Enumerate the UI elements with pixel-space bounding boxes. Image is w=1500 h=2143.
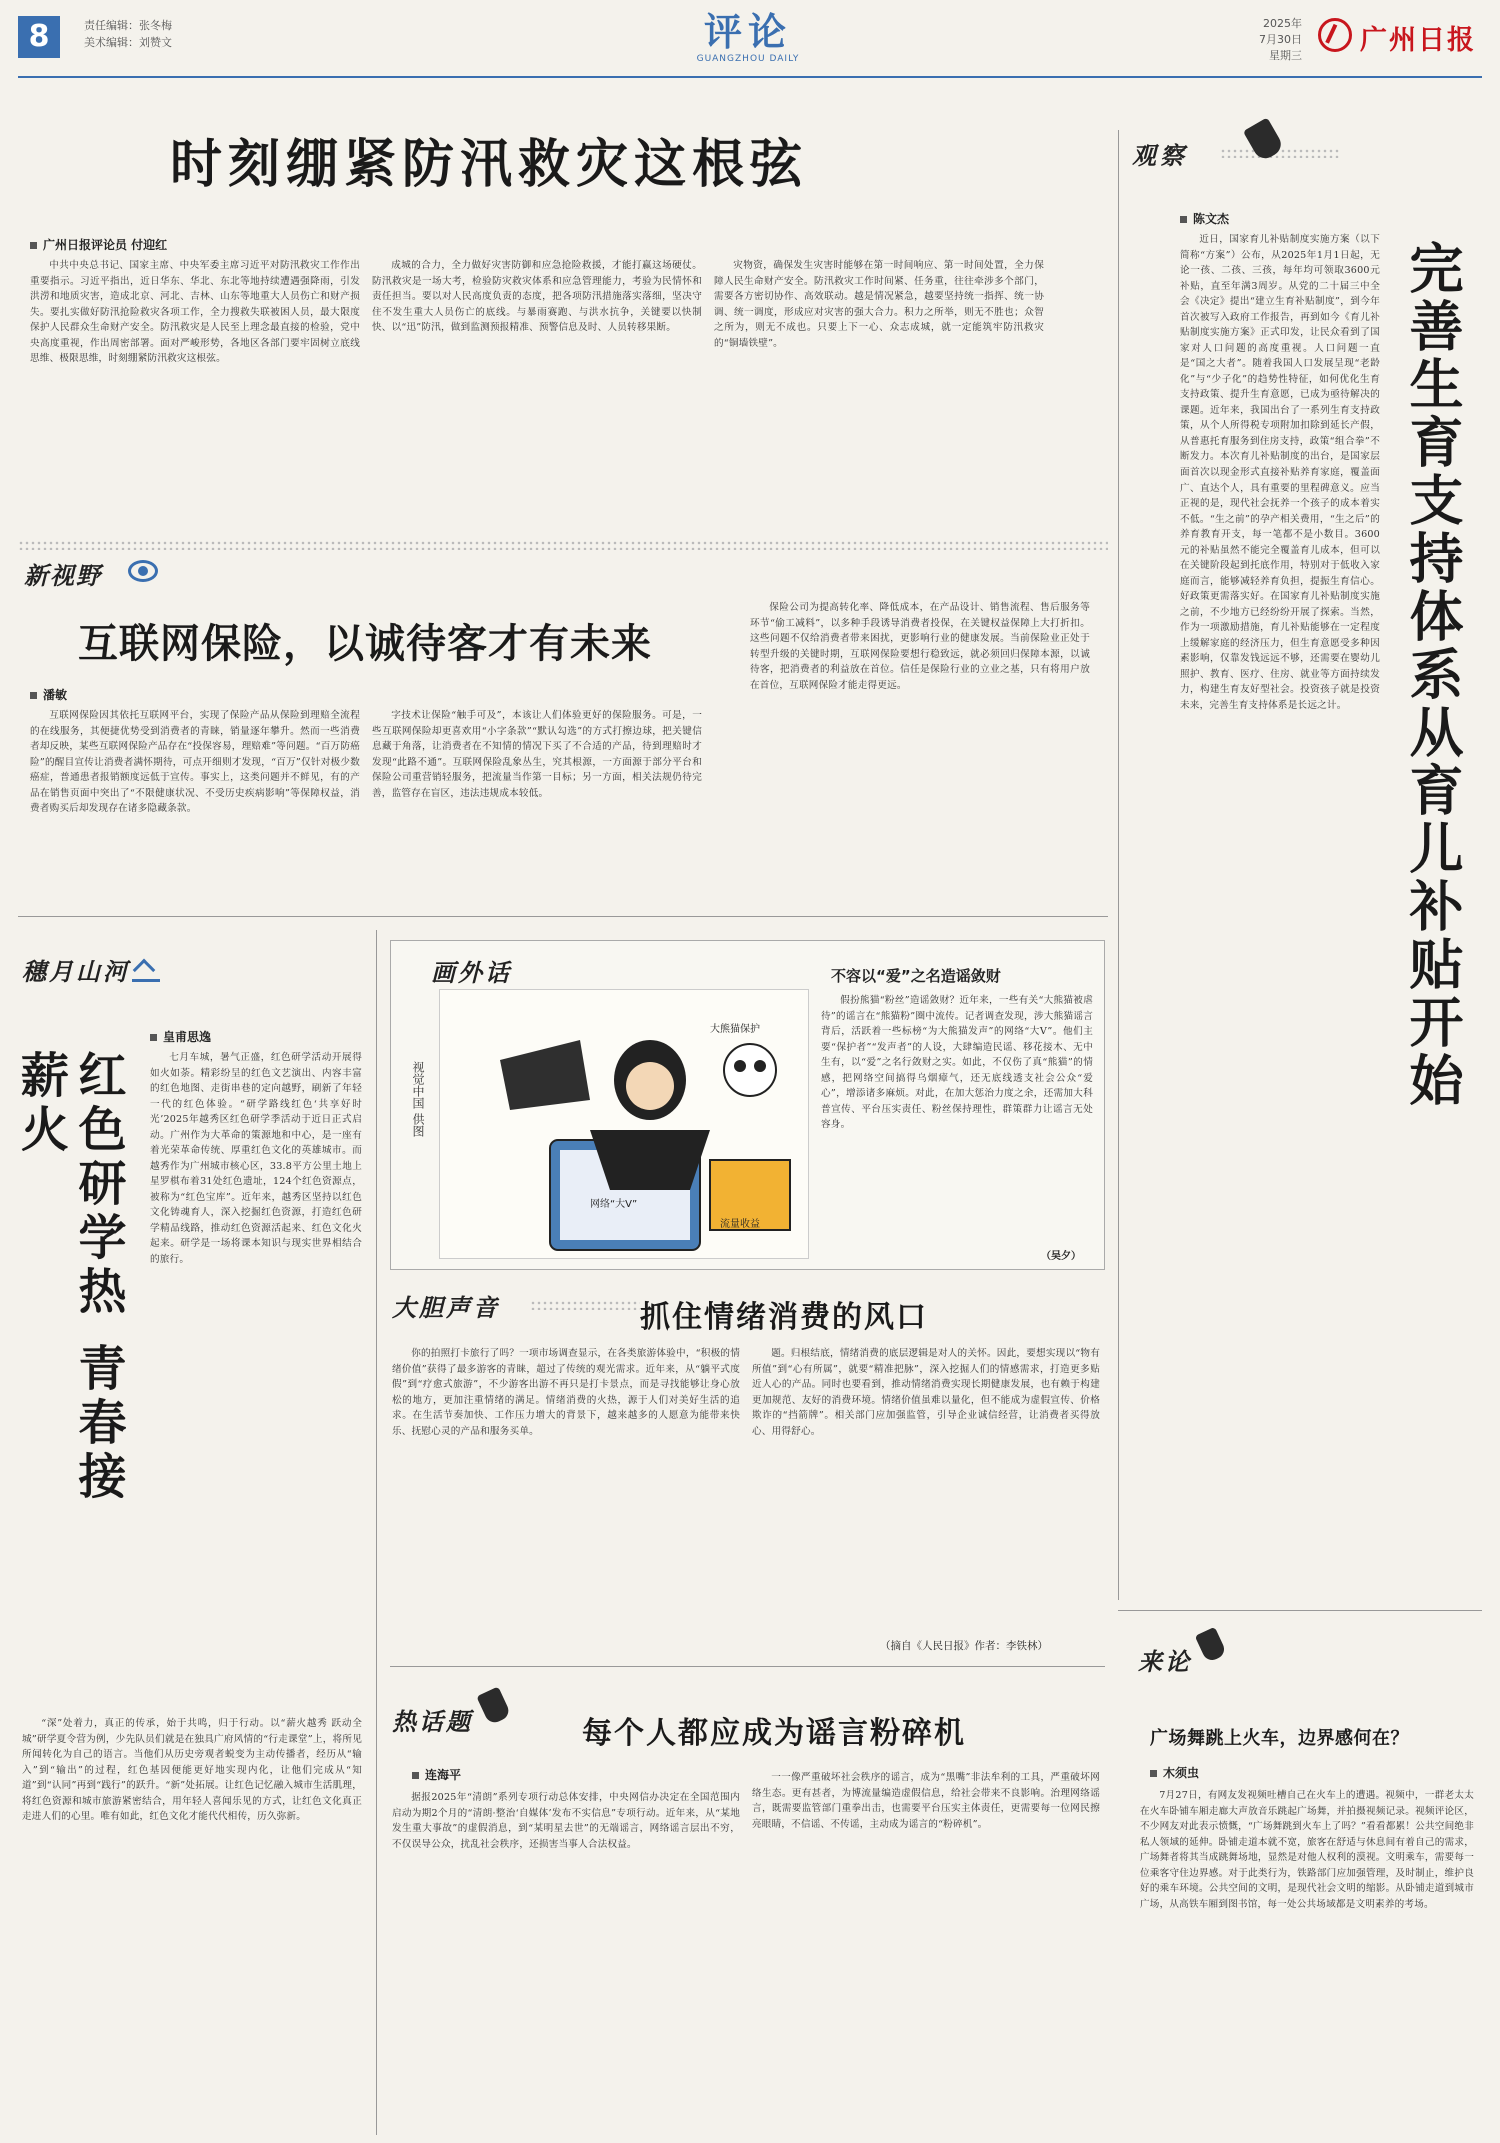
section-title: 评论 [703, 10, 792, 54]
voice-dots [530, 1300, 640, 1310]
rumor-col2-text: 一一像严重破坏社会秩序的谣言，成为“黑嘴”非法牟利的工具，严重破坏网络生态。更有甚者，为博流量编造虚假信息，给社会带来不良影响。治理网络谣言，既需要监管部门重拳出击，也需要平台压实主体责任，更需要每一位网民擦亮眼睛，不信谣、不传谣，主动成为谣言的“粉碎机”。 [752, 1772, 1100, 1830]
red-study-title: 红色研学热 青春接薪火 [12, 1050, 126, 1505]
square-dance-title: 广场舞跳上火车，边界感何在？ [1150, 1728, 1409, 1749]
section-divider-dots [18, 540, 1108, 550]
cartoon-credit: 视觉中国 供图 [411, 1061, 425, 1137]
rumor-column-2 [752, 1770, 1100, 2135]
square-dance-text: 7月27日，有网友发视频吐槽自己在火车上的遭遇。视频中，一群老太太在火车卧铺车厢走廊大声放音乐跳起广场舞，并拍摄视频记录。视频评论区，不少网友对此表示愤慨，“广场舞跳到火车上了吗？”看看都累！公共空间绝非私人领域的延伸。卧铺走道本就不宽，旅客在舒适与休息间有着自己的需求，广场舞者将其当成跳舞场地，显然是对他人权利的漠视。文明乘车，需要每一位乘客守住边界感。对于此类行为，铁路部门应加强管理，及时制止，维护良好的乘车环境。公共空间的文明，是现代社会文明的缩影。从卧铺走道到城市广场，从高铁车厢到图书馆，每一处公共场域都是文明素养的考场。 [1140, 1790, 1474, 1910]
section-title-block [688, 10, 808, 64]
paper-name: 广州日报 [1360, 25, 1476, 56]
cartoon-illustration [439, 989, 809, 1259]
section-divider [390, 1666, 1105, 1667]
voice-badge: 大胆声音 [392, 1293, 500, 1322]
lead-byline [30, 236, 167, 253]
lead-col3-text: 灾物资，确保发生灾害时能够在第一时间响应、第一时间处置，全力保障人民生命财产安全。防汛救灾工作时间紧、任务重，往往牵涉多个部门，需要各方密切协作、高效联动。越是情况紧急，越要坚持统一指挥、统一协调、统一调度，形成应对灾害的强大合力。积力之所举，则无不胜也；众智之所为，则无不成也。只要上下一心、众志成城，就一定能筑牢防汛救灾的“铜墙铁壁”。 [714, 260, 1044, 349]
square-dance-byline-text: 木须虫 [1163, 1766, 1200, 1780]
section-divider [1118, 1610, 1482, 1611]
guest-badge: 来论 [1138, 1647, 1192, 1676]
red-study-wide-text [22, 1716, 362, 2136]
right-column-title: 完善生育支持体系从育儿补贴开始 [1401, 240, 1464, 1110]
date-year: 2025年 [1263, 17, 1302, 30]
mountain-icon [132, 958, 160, 982]
microphone-icon [1195, 1627, 1228, 1663]
rumor-title: 每个人都应成为谣言粉碎机 [582, 1716, 966, 1751]
influencer-body [590, 1130, 710, 1190]
cartoon-text: 假扮熊猫“粉丝”造谣敛财？近年来，一些有关“大熊猫被虐待”的谣言在“熊猫粉”圈中流传。记者调查发现，涉大熊猫谣言背后，活跃着一些标榜“为大熊猫发声”的网络“大V”。他们主要“保护者”“发声者”的人设，大肆编造民谣、移花接木、无中生有，以“爱”之名行敛财之实。如此，不仅伤了真“熊猫”的情感，把网络空间搞得乌烟瘴气，还无底线透支社会公众“爱心”，增添诸多麻烦。对此，在加大惩治力度之余，还需加大科普宣传、平台压实责任、粉丝保持理性，群策群力让谣言无处容身。 [821, 995, 1093, 1131]
cartoon-title: 不容以“爱”之名造谣敛财 [831, 967, 1001, 985]
observation-badge: 观察 [1132, 141, 1188, 170]
page-number: 8 [18, 16, 60, 58]
emotion-col2-text: 题。归根结底，情绪消费的底层逻辑是对人的关怀。因此，要想实现以“物有所值”到“心有所属”，就要“精准把脉”，深入挖掘人们的情感需求，打造更多贴近人心的产品。同时也要看到，推动情绪消费实现长期健康发展，也有赖于构建更加规范、友好的消费环境。情绪价值虽难以量化，但不能成为虚假宣传、价格欺诈的“挡箭牌”。相关部门应加强监管，引导企业诚信经营，让消费者买得放心、用得舒心。 [752, 1348, 1100, 1437]
internet-column-2 [372, 708, 702, 898]
date-day: 7月30日 [1259, 32, 1302, 46]
new-vision-badge: 新视野 [24, 561, 102, 590]
masthead [18, 10, 1482, 78]
red-study-byline [150, 1028, 211, 1045]
right-column-divider [1118, 130, 1119, 1600]
red-study-text-narrow: 七月车城，暑气正盛，红色研学活动开展得如火如荼。精彩纷呈的红色文艺演出、内容丰富的红色地图、走街串巷的定向越野，刷新了年轻一代的红色体验。“研学路线红色‘共享好时光’2025年越秀区红色研学季活动于近日正式启动。广州作为大革命的策源地和中心，是一座有着光荣革命传统、厚重红色文化的英雄城市。而越秀作为广州城市核心区，33.8平方公里土地上星罗棋布着31处红色遗址，124个红色资源点，被称为“红色宝库”。近年来，越秀区坚持以红色文化铸魂育人，深入挖掘红色资源，打造红色研学精品线路，推动红色资源活起来、红色文化火起来。研学是一场将课本知识与现实世界相结合的旅行。 [150, 1052, 362, 1265]
paper-logo-icon [1318, 18, 1352, 52]
internet-col2-text: 字技术让保险“触手可及”，本该让人们体验更好的保险服务。可是，一些互联网保险却更喜欢用“小字条款”“默认勾选”的方式打擦边球，把关键信息藏于角落，让消费者在不知情的情况下买了不合适的产品，待到理赔时才发现“此路不通”。互联网保险乱象丛生，究其根源，一方面源于部分平台和保险公司重营销轻服务，把流量当作第一目标；另一方面，相关法规仍待完善，监管存在盲区，违法违规成本较低。 [372, 710, 702, 799]
rumor-col1-text: 据报2025年“清朗”系列专项行动总体安排，中央网信办决定在全国范围内启动为期2个月的“清朗·整治‘自媒体’发布不实信息”专项行动。近年来，从“某地发生重大事故”的虚假消息，到“某明星去世”的无端谣言，网络谣言层出不穷，不仅误导公众，扰乱社会秩序，还损害当事人合法权益。 [392, 1792, 740, 1850]
section-pinyin: GUANGZHOU DAILY [696, 54, 800, 64]
cartoon-author: （吴夕） [1041, 1251, 1081, 1262]
lead-column-3 [714, 258, 1044, 518]
internet-byline-text: 潘敏 [43, 688, 68, 702]
section-divider [18, 916, 1108, 917]
red-study-text-wide: “深”处着力，真正的传承，始于共鸣，归于行动。以“薪火越秀 跃动全城”研学夏令营为例，少先队员们就是在独具广府风情的“行走课堂”上，将所见所闻转化为自己的语言。当他们从历史旁观者蜕变为主动传播者，经历从“输入”到“输出”的过程，红色基因便能更好地实现内化，让他们完成从“知道”到“认同”再到“践行”的跃升。“新”处拓展。让红色记忆融入城市生活肌理，将红色资源和城市旅游紧密结合，用年轻人喜闻乐见的方式，让红色文化真正走进人们的心里。唯有如此，红色文化才能代代相传，历久弥新。 [22, 1718, 362, 1823]
lead-byline-text: 广州日报评论员 付迎红 [43, 238, 168, 252]
rumor-byline-text: 连海平 [425, 1768, 462, 1782]
lead-column-2 [372, 258, 702, 518]
internet-column-3 [750, 600, 1090, 898]
cartoon-box [390, 940, 1105, 1270]
right-column-text [1180, 232, 1380, 1592]
eye-icon [128, 560, 158, 582]
cartoon-text-block [821, 993, 1093, 1243]
cartoon-label-1: 大熊猫保护 [710, 1024, 760, 1035]
lead-title: 时刻绷紧防汛救灾这根弦 [170, 135, 809, 195]
emotion-col1-text: 你的拍照打卡旅行了吗？一项市场调查显示，在各类旅游体验中，“积极的情绪价值”获得了最多游客的青睐，超过了传统的观光需求。近年来，从“躺平式度假”到“疗愈式旅游”，不少游客出游不再只是打卡景点，而是寻找能够让身心放松的地方，更加注重情绪的满足。情绪消费的火热，源于人们对美好生活的追求。在生活节奏加快、工作压力增大的背景下，越来越多的人愿意为能带来快乐、抚慰心灵的产品和服务买单。 [392, 1348, 740, 1437]
influencer-face [626, 1062, 674, 1110]
masthead-divider [18, 76, 1482, 78]
internet-byline [30, 686, 67, 703]
panda-icon [724, 1044, 776, 1096]
emotion-column-1 [392, 1346, 740, 1656]
rumor-column-1 [392, 1790, 740, 2135]
cartoon-label-2: 网络“大V” [590, 1199, 638, 1210]
column-divider [376, 930, 377, 2135]
hot-topic-badge: 热话题 [392, 1707, 473, 1736]
date-weekday: 星期三 [1269, 48, 1302, 62]
right-text: 近日，国家育儿补贴制度实施方案（以下简称“方案”）公布，从2025年1月1日起，无论一孩、二孩、三孩，每年均可领取3600元补贴，直至年满3周岁。从党的二十届三中全会《决定》提出“建立生育补贴制度”，到今年首次被写入政府工作报告，再到如今《育儿补贴制度实施方案》正式印发，让民众看到了国家对人口问题的高度重视。人口问题一直是“国之大者”。随着我国人口发展呈现“老龄化”与“少子化”的趋势性特征，如何优化生育支持政策、提升生育意愿，已成为亟待解决的课题。近年来，我国出台了一系列生育支持政策，从个人所得税专项附加扣除到延长产假，从普惠托育服务到住房支持，政策“组合拳”不断发力。本次育儿补贴制度的出台，是国家层面首次以现金形式直接补贴养育家庭，覆盖面广、直达个人，具有重要的里程碑意义。应当正视的是，现代社会抚养一个孩子的成本着实不低。“生之前”的孕产相关费用，“生之后”的养育教育开支，每一笔都不是小数目。3600元的补贴虽然不能完全覆盖育儿成本，但可以在关键阶段起到托底作用，特别对于低收入家庭而言，能够减轻养育负担，提振生育信心。好政策更需落实好。在国家育儿补贴制度实施之前，不少地方已经纷纷开展了探索。当然，作为一项激励措施，育儿补贴能够在一定程度上缓解家庭的经济压力，但生育意愿受多种因素影响，仅靠发钱远远不够，还需要在婴幼儿照护、教育、医疗、住房、就业等方面持续发力，构建生育友好型社会。投资孩子就是投资未来，完善生育支持体系是长远之计。 [1180, 234, 1380, 711]
right-byline-text: 陈文杰 [1193, 212, 1230, 226]
internet-title: 互联网保险，以诚待客才有未来 [78, 621, 652, 667]
lead-col1-text: 中共中央总书记、国家主席、中央军委主席习近平对防汛救灾工作作出重要指示。习近平指出，近日华东、华北、东北等地持续遭遇强降雨，引发洪涝和地质灾害，造成北京、河北、吉林、山东等地重大人员伤亡和财产损失。要扎实做好防汛抢险救灾各项工作，全力搜救失联被困人员，最大限度保护人民群众生命财产安全。防汛救灾是人民至上理念最直接的检验，党中央高度重视，作出周密部署。面对严峻形势，各地区各部门要牢固树立底线思维、极限思维，时刻绷紧防汛救灾这根弦。 [30, 260, 360, 365]
cartoon-badge: 画外话 [431, 958, 512, 987]
emotion-source: （摘自《人民日报》作者：李铁林） [880, 1640, 1048, 1652]
emotion-column-2 [752, 1346, 1100, 1634]
emotion-title: 抓住情绪消费的风口 [640, 1300, 928, 1335]
internet-col1-text: 互联网保险因其依托互联网平台，实现了保险产品从保险到理赔全流程的在线服务，其便捷优势受到消费者的青睐，销量逐年攀升。然而一些消费者却反映，某些互联网保险产品存在“投保容易，理赔难”等问题。“百万防癌险”的醒目宣传让消费者满怀期待，可点开细则才发现，“百万”仅针对极少数癌症，普通患者报销额度远低于宣传。事实上，这类问题并不鲜见，有的产品在销售页面中突出了“不限健康状况、不受历史疾病影响”等保障权益，消费者购买后却发现存在诸多隐藏条款。 [30, 710, 360, 815]
internet-col3-text: 保险公司为提高转化率、降低成本，在产品设计、销售流程、售后服务等环节“偷工减料”，以多种手段诱导消费者投保，在关键权益保障上大打折扣。这些问题不仅给消费者带来困扰，更影响行业的健康发展。当前保险业正处于转型升级的关键时期，互联网保险要想行稳致远，就必须回归保障本源，以诚待客，把消费者的利益放在首位。信任是保险行业的立业之基，只有将用户放在首位，互联网保险才能走得更远。 [750, 602, 1090, 691]
lead-column-1 [30, 258, 360, 518]
right-byline [1180, 210, 1229, 227]
red-study-badge: 穗月山河 [22, 957, 130, 986]
observation-dots [1220, 148, 1340, 158]
cartoon-label-3: 流量收益 [720, 1219, 760, 1230]
red-study-byline-text: 皇甫思逸 [163, 1030, 212, 1044]
rumor-byline [412, 1766, 461, 1783]
square-dance-text-block [1140, 1788, 1474, 2134]
internet-column-1 [30, 708, 360, 898]
editor-line: 责任编辑：张冬梅 [84, 19, 172, 32]
square-dance-byline [1150, 1764, 1199, 1781]
microphone-icon [476, 1686, 511, 1725]
lead-col2-text: 成城的合力，全力做好灾害防御和应急抢险救援，才能打赢这场硬仗。防汛救灾是一场大考，检验防灾救灾体系和应急管理能力，考验为民情怀和责任担当。要以对人民高度负责的态度，把各项防汛措施落实落细，坚决守住不发生重大人员伤亡的底线。与暴雨赛跑、与洪水抗争，关键要以快制快、以“迅”防汛，做到监测预报精准、预警信息及时、人员转移果断。 [372, 260, 702, 334]
red-study-narrow-text [150, 1050, 362, 1710]
art-editor-line: 美术编辑：刘赞文 [84, 35, 172, 49]
editor-credits [84, 18, 172, 51]
date-block [1240, 16, 1302, 64]
